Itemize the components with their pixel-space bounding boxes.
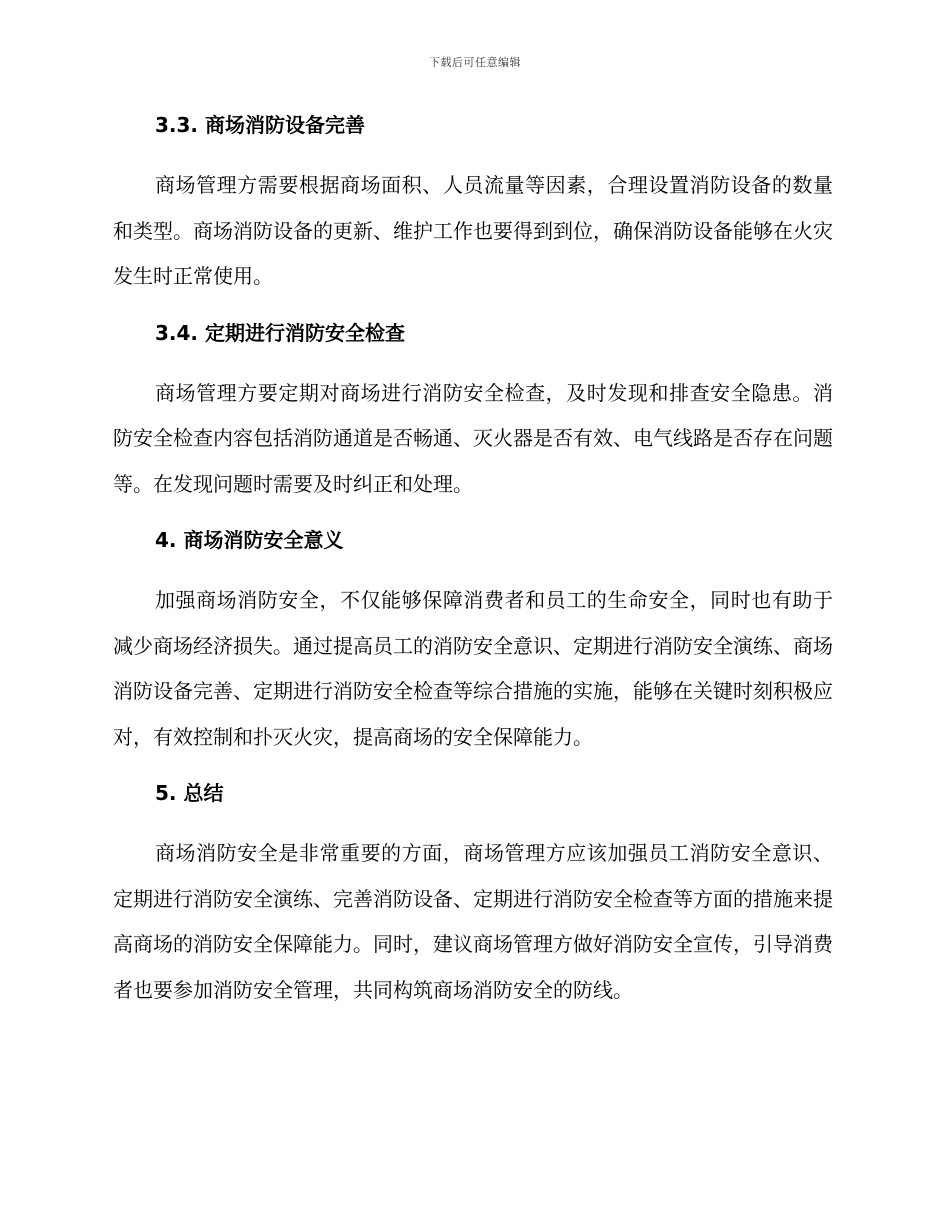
section-3-4 — [113, 318, 833, 508]
section-heading: 5. 总结 — [155, 781, 224, 805]
section-5 — [113, 778, 833, 1013]
section-paragraph: 商场消防安全是非常重要的方面，商场管理方应该加强员工消防安全意识、定期进行消防安全演练、完善消防设备、定期进行消防安全检查等方面的措施来提高商场的消防安全保障能力。同时，建议商场管理方做好消防安全宣传，引导消费者也要参加消防安全管理，共同构筑商场消防安全的防线。 — [113, 841, 833, 1002]
section-heading: 3.3. 商场消防设备完善 — [155, 113, 365, 137]
document-body — [113, 110, 833, 1031]
section-paragraph: 加强商场消防安全，不仅能够保障消费者和员工的生命安全，同时也有助于减少商场经济损失。通过提高员工的消防安全意识、定期进行消防安全演练、商场消防设备完善、定期进行消防安全检查等综合措施的实施，能够在关键时刻积极应对，有效控制和扑灭火灾，提高商场的安全保障能力。 — [113, 588, 833, 749]
section-heading: 4. 商场消防安全意义 — [155, 528, 344, 552]
section-paragraph: 商场管理方需要根据商场面积、人员流量等因素，合理设置消防设备的数量和类型。商场消防设备的更新、维护工作也要得到到位，确保消防设备能够在火灾发生时正常使用。 — [113, 173, 833, 288]
section-paragraph: 商场管理方要定期对商场进行消防安全检查，及时发现和排查安全隐患。消防安全检查内容包括消防通道是否畅通、灭火器是否有效、电气线路是否存在问题等。在发现问题时需要及时纠正和处理。 — [113, 380, 833, 496]
section-4 — [113, 525, 833, 760]
section-heading: 3.4. 定期进行消防安全检查 — [155, 320, 405, 345]
header-note: 下载后可任意编辑 — [429, 56, 521, 69]
section-3-3 — [113, 110, 833, 300]
